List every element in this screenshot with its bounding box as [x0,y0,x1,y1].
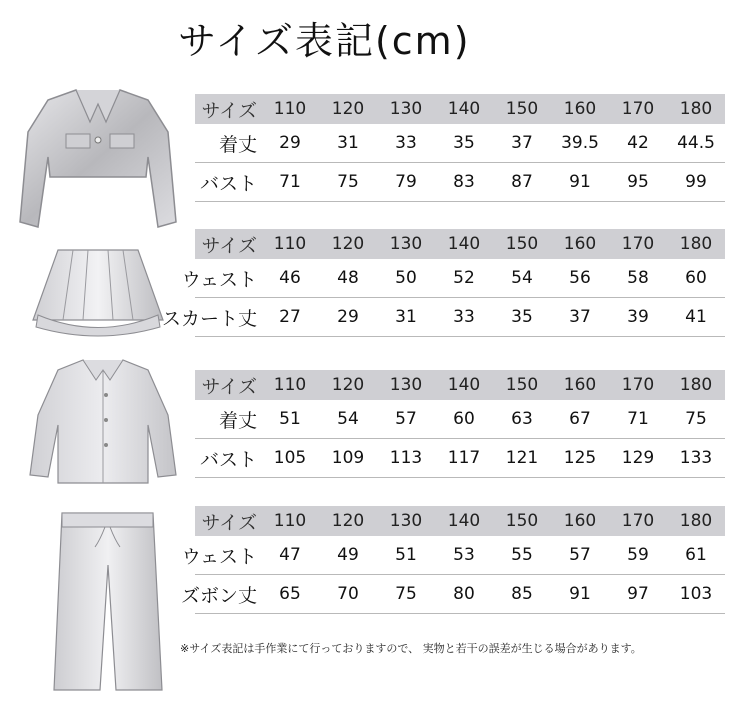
size-header-row-cell: 140 [447,234,481,254]
measurement-row-cell: 33 [453,307,475,327]
size-header-row-cell: 110 [273,99,307,119]
measurement-row-cell: 117 [447,448,481,468]
measurement-row-cell: 67 [569,409,591,429]
measurement-row [180,575,725,614]
measurement-row-cell: 49 [337,545,359,565]
measurement-row-cell: 61 [685,545,707,565]
size-header-row-cell: 150 [505,511,539,531]
measurement-row-cell: 99 [685,172,707,192]
measurement-row-cell: 71 [279,172,301,192]
measurement-row-cell: 57 [395,409,417,429]
size-header-row-cell: 150 [505,234,539,254]
size-header-row-label: サイズ [201,511,257,534]
measurement-row-cell: 55 [511,545,533,565]
measurement-row-cell: 47 [279,545,301,565]
measurement-row-cell: 42 [627,133,649,153]
shirt-icon [28,355,178,490]
measurement-row-cell: 58 [627,268,649,288]
measurement-row-cell: 65 [279,584,301,604]
size-header-row-cell: 140 [447,99,481,119]
measurement-row-label: ウェスト [181,545,257,568]
size-header-row-cell: 170 [621,234,655,254]
size-header-row-cell: 130 [389,375,423,395]
footnote: ※サイズ表記は手作業にて行っておりますので、 実物と若干の誤差が生じる場合があります。 [180,642,642,655]
size-header-row-cell: 160 [563,375,597,395]
size-header-row [195,506,725,536]
measurement-row-cell: 79 [395,172,417,192]
measurement-row-cell: 103 [679,584,713,604]
measurement-row [195,124,725,163]
measurement-row-cell: 75 [395,584,417,604]
size-header-row [195,370,725,400]
measurement-row-cell: 75 [337,172,359,192]
measurement-row-cell: 83 [453,172,475,192]
size-header-row-cell: 180 [679,511,713,531]
measurement-row [195,163,725,202]
measurement-row-cell: 51 [279,409,301,429]
measurement-row-label: ウェスト [181,268,257,291]
size-header-row-cell: 120 [331,234,365,254]
measurement-row-cell: 48 [337,268,359,288]
measurement-row-cell: 52 [453,268,475,288]
measurement-row-cell: 54 [337,409,359,429]
measurement-row-cell: 50 [395,268,417,288]
size-header-row-cell: 180 [679,99,713,119]
measurement-row-cell: 39 [627,307,649,327]
measurement-row-cell: 51 [395,545,417,565]
size-header-row-cell: 160 [563,511,597,531]
measurement-row-cell: 27 [279,307,301,327]
size-header-row-cell: 170 [621,99,655,119]
size-header-row-cell: 180 [679,234,713,254]
size-header-row-cell: 120 [331,375,365,395]
size-header-row-cell: 160 [563,234,597,254]
size-header-row-cell: 180 [679,375,713,395]
size-header-row-cell: 140 [447,511,481,531]
size-header-row-cell: 170 [621,375,655,395]
measurement-row-cell: 31 [337,133,359,153]
size-header-row-cell: 110 [273,234,307,254]
measurement-row-label: 着丈 [218,409,257,432]
size-header-row-cell: 110 [273,375,307,395]
size-header-row [195,229,725,259]
measurement-row-cell: 91 [569,584,591,604]
measurement-row-cell: 54 [511,268,533,288]
measurement-row [161,298,725,337]
size-table-pants [180,506,725,614]
size-header-row-cell: 150 [505,99,539,119]
measurement-row-cell: 53 [453,545,475,565]
measurement-row-cell: 60 [453,409,475,429]
size-header-row-cell: 120 [331,511,365,531]
measurement-row [181,259,725,298]
measurement-row-cell: 71 [627,409,649,429]
size-table-shirt [195,370,725,478]
measurement-row-cell: 57 [569,545,591,565]
skirt-icon [28,245,168,340]
measurement-row-cell: 70 [337,584,359,604]
measurement-row-cell: 113 [389,448,423,468]
size-header-row-cell: 130 [389,511,423,531]
measurement-row [195,400,725,439]
measurement-row-cell: 95 [627,172,649,192]
measurement-row-cell: 39.5 [561,133,599,153]
measurement-row-cell: 31 [395,307,417,327]
size-header-row-cell: 120 [331,99,365,119]
size-header-row-cell: 130 [389,234,423,254]
measurement-row-cell: 35 [453,133,475,153]
measurement-row-cell: 121 [505,448,539,468]
size-header-row-cell: 130 [389,99,423,119]
jacket-icon [18,82,178,242]
measurement-row-cell: 56 [569,268,591,288]
measurement-row-label: ズボン丈 [180,584,257,607]
measurement-row-cell: 125 [563,448,597,468]
measurement-row-label: バスト [199,172,257,195]
measurement-row-cell: 59 [627,545,649,565]
measurement-row [181,536,725,575]
measurement-row-cell: 75 [685,409,707,429]
measurement-row-cell: 46 [279,268,301,288]
size-table-skirt [161,229,725,337]
measurement-row-cell: 91 [569,172,591,192]
measurement-row-cell: 63 [511,409,533,429]
measurement-row-cell: 37 [569,307,591,327]
size-header-row-cell: 160 [563,99,597,119]
measurement-row-cell: 133 [679,448,713,468]
measurement-row-label: スカート丈 [161,307,257,330]
measurement-row-cell: 41 [685,307,707,327]
measurement-row-cell: 29 [279,133,301,153]
measurement-row-cell: 29 [337,307,359,327]
pants-icon [50,505,165,695]
measurement-row-cell: 60 [685,268,707,288]
measurement-row-label: 着丈 [218,133,257,156]
measurement-row-label: バスト [199,448,257,471]
measurement-row-cell: 80 [453,584,475,604]
measurement-row [195,439,725,478]
size-header-row-label: サイズ [201,375,257,398]
size-header-row-label: サイズ [201,99,257,122]
measurement-row-cell: 33 [395,133,417,153]
measurement-row-cell: 87 [511,172,533,192]
page-title: サイズ表記(cm) [178,19,471,63]
measurement-row-cell: 35 [511,307,533,327]
measurement-row-cell: 97 [627,584,649,604]
size-header-row-cell: 140 [447,375,481,395]
size-header-row-cell: 110 [273,511,307,531]
measurement-row-cell: 37 [511,133,533,153]
size-header-row-cell: 150 [505,375,539,395]
size-table-jacket [195,94,725,202]
measurement-row-cell: 109 [331,448,365,468]
measurement-row-cell: 85 [511,584,533,604]
size-header-row [195,94,725,124]
measurement-row-cell: 129 [621,448,655,468]
size-header-row-label: サイズ [201,234,257,257]
measurement-row-cell: 105 [273,448,307,468]
measurement-row-cell: 44.5 [677,133,715,153]
size-header-row-cell: 170 [621,511,655,531]
